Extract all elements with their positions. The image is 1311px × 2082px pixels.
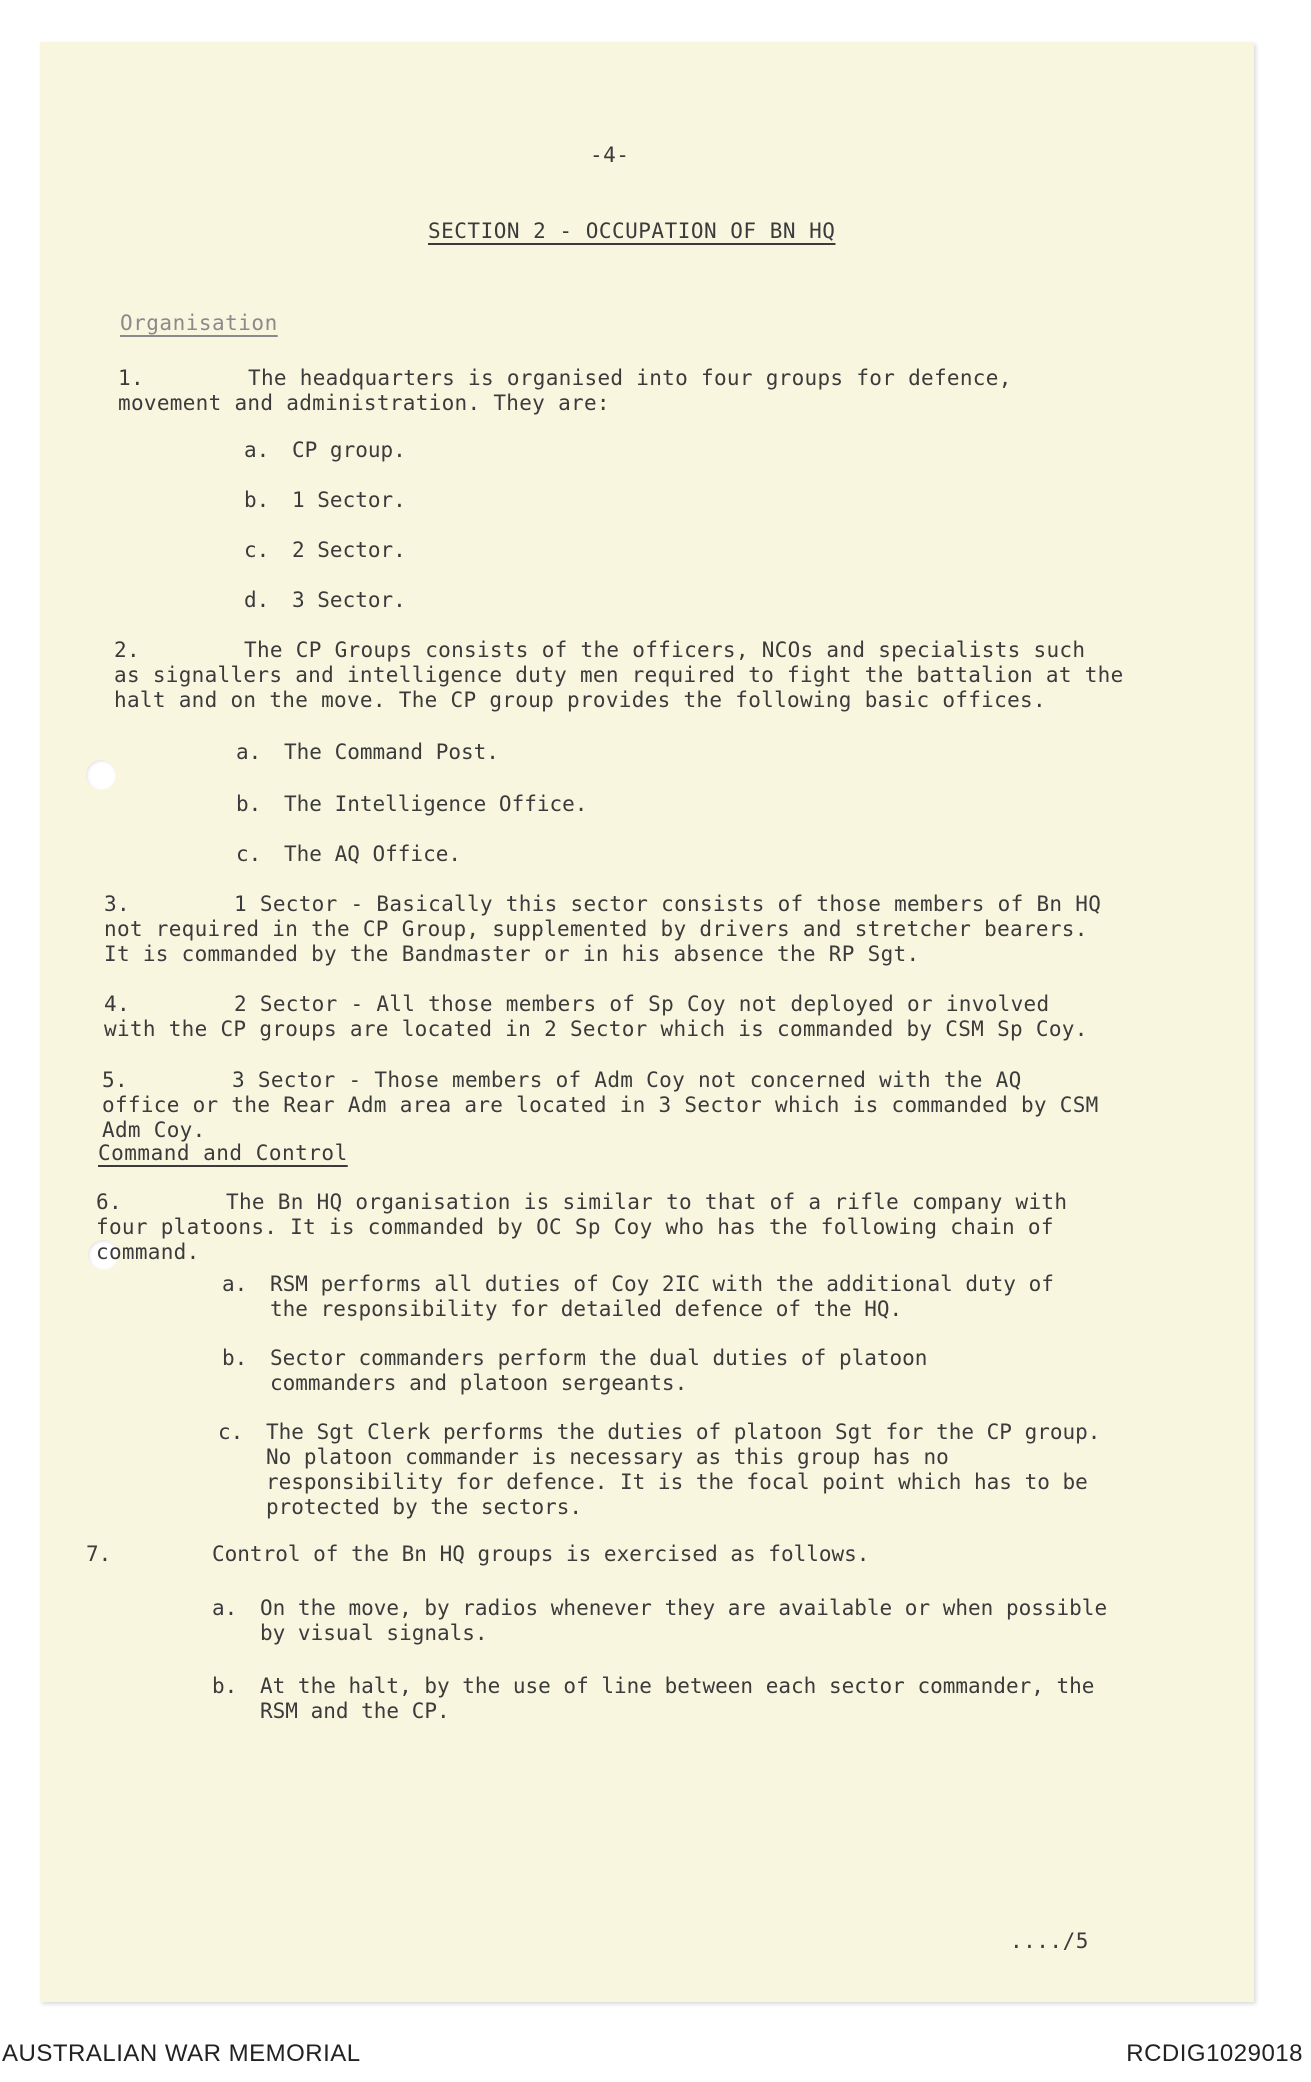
list-item-text: The AQ Office. — [284, 842, 462, 866]
paragraph-number: 6. — [96, 1190, 122, 1214]
paragraph-text: Control of the Bn HQ groups is exercised as follows. — [212, 1542, 870, 1566]
list-item-letter: b. — [222, 1346, 248, 1370]
paragraph-text: The headquarters is organised into four groups for defence, movement and administration. They are: — [118, 366, 1012, 415]
list-item-letter: b. — [236, 792, 262, 816]
footer-institution: AUSTRALIAN WAR MEMORIAL — [2, 2040, 361, 2067]
paragraph-5 — [102, 1068, 1112, 1143]
list-item-letter: c. — [236, 842, 262, 866]
list-item-letter: a. — [222, 1272, 248, 1296]
list-item — [212, 1596, 1112, 1656]
paragraph-number: 1. — [118, 366, 144, 390]
page-number: -4- — [590, 143, 630, 167]
list-item-text: The Sgt Clerk performs the duties of platoon Sgt for the CP group. No platoon commander is necessary as this group has no responsibility for defence. It is the focal point which has to be protected by the sectors. — [266, 1420, 1101, 1519]
list-item-text: The Intelligence Office. — [284, 792, 588, 816]
list-item-text: RSM performs all duties of Coy 2IC with the additional duty of the responsibility for detailed defence of the HQ. — [270, 1272, 1054, 1321]
paragraph-number: 7. — [86, 1542, 112, 1566]
list-item — [212, 1674, 1112, 1734]
paragraph-number: 3. — [104, 892, 130, 916]
paragraph-number: 5. — [102, 1068, 128, 1092]
continuation-marker: ..../5 — [1010, 1929, 1089, 1953]
list-item-letter: c. — [218, 1420, 244, 1444]
list-item-letter: b. — [212, 1674, 238, 1698]
footer-identifier: RCDIG1029018 — [1126, 2040, 1303, 2067]
list-item-text: At the halt, by the use of line between each sector commander, the RSM and the CP. — [260, 1674, 1095, 1723]
list-item-text: CP group. — [292, 438, 406, 462]
list-item-letter: b. — [244, 488, 270, 512]
paragraph-text: 2 Sector - All those members of Sp Coy not deployed or involved with the CP groups are located in 2 Sector which is commanded by CSM Sp Coy. — [104, 992, 1088, 1041]
paragraph-2 — [114, 638, 1124, 713]
heading-command-and-control: Command and Control — [98, 1141, 348, 1165]
list-item-letter: d. — [244, 588, 270, 612]
list-item-letter: a. — [244, 438, 270, 462]
list-item-text: 2 Sector. — [292, 538, 406, 562]
list-item — [222, 1272, 1062, 1352]
list-item-text: 1 Sector. — [292, 488, 406, 512]
list-item-letter: a. — [212, 1596, 238, 1620]
paragraph-4 — [104, 992, 1104, 1042]
punch-hole-upper — [86, 760, 116, 790]
list-item-text: Sector commanders perform the dual duties of platoon commanders and platoon sergeants. — [270, 1346, 928, 1395]
list-item — [222, 1346, 1062, 1426]
heading-organisation: Organisation — [120, 311, 278, 335]
list-item-letter: c. — [244, 538, 270, 562]
paragraph-text: The CP Groups consists of the officers, NCOs and specialists such as signallers and intelligence duty men required to fight the battalion at the halt and on the move. The CP group provides the following basic offices. — [114, 638, 1124, 712]
paragraph-7 — [86, 1542, 1086, 1572]
list-item-text: On the move, by radios whenever they are available or when possible by visual signals. — [260, 1596, 1108, 1645]
list-item — [218, 1420, 1118, 1540]
paragraph-text: 1 Sector - Basically this sector consists of those members of Bn HQ not required in the CP Group, supplemented by drivers and stretcher bearers. It is commanded by the Bandmaster or in his absence the RP Sgt. — [104, 892, 1102, 966]
paragraph-text: 3 Sector - Those members of Adm Coy not concerned with the AQ office or the Rear Adm area are located in 3 Sector which is commanded by CSM Adm Coy. — [102, 1068, 1099, 1142]
paragraph-3 — [104, 892, 1104, 967]
paragraph-text: The Bn HQ organisation is similar to that of a rifle company with four platoons. It is commanded by OC Sp Coy who has the following chain of command. — [96, 1190, 1068, 1264]
list-item-text: The Command Post. — [284, 740, 499, 764]
list-item-letter: a. — [236, 740, 262, 764]
paragraph-number: 4. — [104, 992, 130, 1016]
section-title: SECTION 2 - OCCUPATION OF BN HQ — [428, 219, 836, 243]
list-item-text: 3 Sector. — [292, 588, 406, 612]
paragraph-number: 2. — [114, 638, 140, 662]
paragraph-6 — [96, 1190, 1116, 1265]
paragraph-1 — [118, 366, 1108, 416]
